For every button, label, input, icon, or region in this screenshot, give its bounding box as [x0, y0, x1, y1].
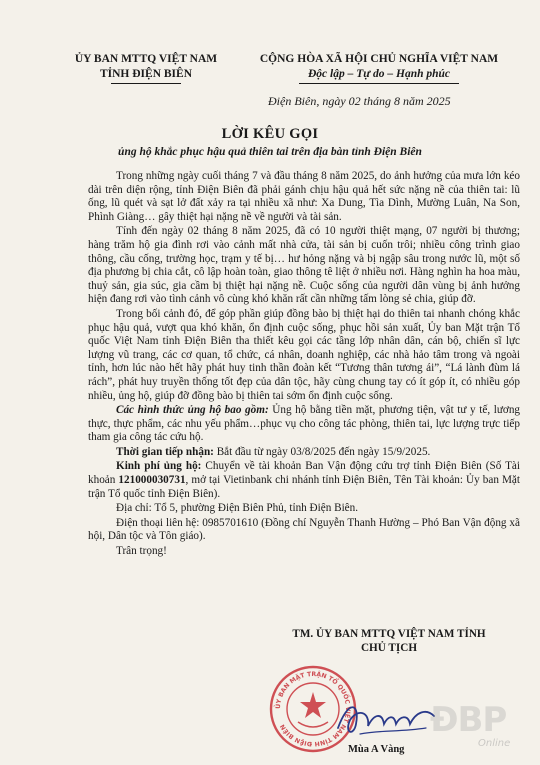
nation-line-1: CỘNG HÒA XÃ HỘI CHỦ NGHĨA VIỆT NAM	[259, 53, 499, 65]
signature-title-line-1: TM. ỦY BAN MTTQ VIỆT NAM TỈNH	[292, 628, 486, 640]
funding-text-a: Chuyển về tài khoản Ban Vận động cứu trợ tỉnh Điện Biên (Số Tài khoản	[88, 460, 520, 487]
support-forms-text: Ủng hộ bằng tiền mặt, phương tiện, vật tư y tế, lương thực, thực phẩm, các nhu yếu phẩm…phục vụ cho công tác phòng, thiên tai, lực lượng trực tiếp tham gia công tác cứu hộ.	[88, 404, 521, 444]
document-title: LỜI KÊU GỌI	[221, 126, 319, 142]
motto-underline	[299, 83, 459, 84]
funding-label: Kinh phí ủng hộ:	[116, 460, 202, 473]
funding-text-b: , mở tại Vietinbank chi nhánh tỉnh Điện Biên, Tên Tài khoản: Ủy ban Mặt trận Tổ quốc tỉnh Điện Biên).	[88, 474, 520, 500]
paragraph-support-forms	[88, 404, 520, 445]
signer-name: Mùa A Vàng	[348, 744, 405, 755]
watermark-subtext: Online	[478, 738, 511, 749]
receiving-time-text: Bắt đầu từ ngày 03/8/2025 đến ngày 15/9/2025.	[213, 445, 431, 458]
paragraph-closing: Trân trọng!	[116, 545, 167, 558]
paragraph-address: Địa chỉ: Tổ 5, phường Điện Biên Phủ, tỉnh Điện Biên.	[116, 502, 359, 515]
signature-title-line-2: CHỦ TỊCH	[360, 642, 418, 654]
national-heading	[250, 52, 508, 84]
document-body	[88, 170, 520, 560]
org-underline	[111, 83, 181, 84]
paragraph-appeal: Trong bối cảnh đó, để góp phần giúp đồng bào bị thiệt hại do thiên tai nhanh chóng khắc phục hậu quả, vượt qua khó khăn, ổn định cuộc sống, phục hồi sản xuất, Ủy ban Mặt trận Tổ quốc Việt Nam tỉnh Điện Biên tha thiết kêu gọi các tầng lớp nhân dân, cán bộ, chiến sĩ lực lượng vũ trang, các cơ quan, tổ chức, cá nhân, doanh nghiệp, các nhà hảo tâm trong và ngoài tỉnh, hơn lúc nào hết hãy phát huy tinh thần đoàn kết “Tương thân tương ái”, “Lá lành đùm lá rách”, phát huy truyền thống tốt đẹp của dân tộc, hãy cùng chung tay có ít góp ít, có nhiều góp nhiều, ủng hộ, giúp đỡ đồng bào bị thiên tai sớm ổn định cuộc sống.	[88, 307, 520, 402]
stamp-text: ỦY BAN MẶT TRẬN TỔ QUỐC VIỆT NAM TỈNH ĐIỆN BIÊN	[274, 670, 352, 748]
support-forms-label: Các hình thức ủng hộ bao gồm:	[116, 404, 269, 417]
issuing-organization	[62, 52, 230, 84]
document-subtitle: ủng hộ khắc phục hậu quả thiên tai trên địa bàn tỉnh Điện Biên	[118, 146, 422, 158]
paragraph-situation: Trong những ngày cuối tháng 7 và đầu tháng 8 năm 2025, do ảnh hưởng của mưa lớn kéo dài trên diện rộng, tỉnh Điện Biên đã phải gánh chịu hậu quả hết sức nặng nề của thiên tai: lũ ống, lũ quét và sạt lở đất xảy ra tại nhiều xã như: Xa Dung, Tìa Dình, Mường Luân, Na Son, Phình Giàng… gây thiệt hại nặng nề về người và tài sản.	[88, 170, 520, 223]
paragraph-phone: Điện thoại liên hệ: 0985701610 (Đồng chí Nguyễn Thanh Hường – Phó Ban Vận động xã hội, Dân tộc và Tôn giáo).	[88, 516, 520, 543]
paragraph-funding	[88, 460, 520, 501]
paragraph-receiving-time	[88, 446, 520, 460]
handwritten-signature	[330, 690, 440, 750]
watermark-logo: ĐBP	[430, 700, 507, 740]
signature-block	[258, 627, 520, 655]
receiving-time-label: Thời gian tiếp nhận:	[116, 445, 214, 458]
org-line-1: ỦY BAN MTTQ VIỆT NAM	[74, 53, 218, 65]
paragraph-damage: Tính đến ngày 02 tháng 8 năm 2025, đã có 10 người thiệt mạng, 07 người bị thương; hàng trăm hộ gia đình rơi vào cảnh mất nhà cửa, tài sản bị cuốn trôi; nhiều công trình giao thông, cầu cống, trường học, trạm y tế bị… hư hỏng nặng và bị ngập sâu trong nước lũ, một số địa phương bị chia cắt, cô lập hoàn toàn, giao thông tê liệt ở nhiều nơi. Hàng nghìn ha hoa màu, thuỷ sản, gia súc, gia cầm bị thiệt hại nặng nề. Cuộc sống của người dân vùng bị ảnh hưởng hiện đang rơi vào tình cảnh vô cùng khó khăn rất cần những tấm lòng sẻ chia, giúp đỡ.	[88, 225, 520, 306]
document-date: Điện Biên, ngày 02 tháng 8 năm 2025	[268, 94, 451, 108]
org-line-2: TỈNH ĐIỆN BIÊN	[99, 68, 193, 80]
account-number: 121000030731	[118, 474, 186, 487]
nation-motto: Độc lập – Tự do – Hạnh phúc	[307, 68, 451, 80]
